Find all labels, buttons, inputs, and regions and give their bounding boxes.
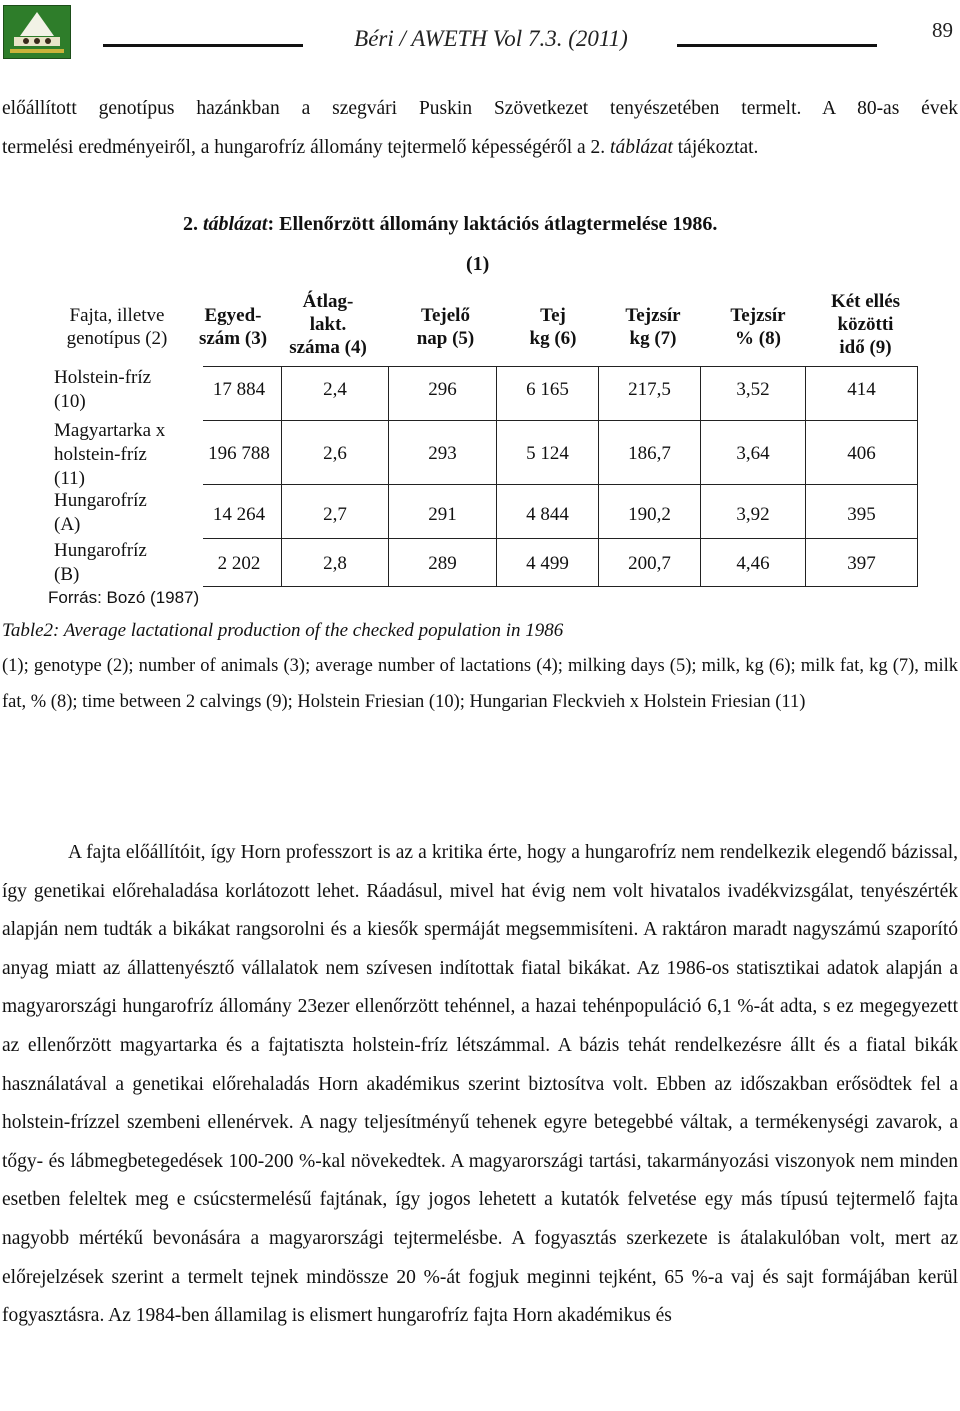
english-table-caption: Table2: Average lactational production of the checked population in 1986 [2,620,564,641]
column-header-fat-kg: Tejzsír kg (7) [625,305,681,349]
table-cell: 4 499 [526,553,569,574]
table-line [917,366,918,586]
intro-paragraph [2,90,958,167]
table-source: Forrás: Bozó (1987) [48,588,200,607]
table-line [203,586,918,587]
table-cell: 2,4 [323,379,347,400]
page-header [0,0,960,70]
table-cell: 17 884 [212,379,266,400]
table-cell: 414 [847,379,876,400]
table-cell: 395 [847,504,876,525]
table-cell: 3,92 [736,504,770,525]
column-header-calving-interval: Két ellés közötti idő (9) [830,291,901,358]
table-cell: 2,7 [323,504,347,525]
header-rule-left [103,44,303,47]
header-rule-right [677,44,877,47]
column-header-lactations: Átlag- lakt. száma (4) [289,291,367,358]
table-cell: 5 124 [526,443,569,464]
column-header-fat-pct: Tejzsír % (8) [730,305,786,349]
table-cell: 4 844 [526,504,569,525]
table-cell: 14 264 [212,504,266,525]
table-cell: 293 [428,443,457,464]
table-line [203,538,918,539]
table-line [203,366,918,367]
column-header-milk-kg: Tej kg (6) [529,305,577,349]
table-cell: 291 [428,504,457,525]
table-caption-unit: (1) [466,253,490,275]
table-cell: 186,7 [628,443,671,464]
intro-table-ref: táblázat [610,136,673,158]
lactation-table [48,286,918,586]
table-cell: 3,52 [736,379,770,400]
table-cell: 196 788 [208,443,270,464]
table-cell: 217,5 [628,379,671,400]
row-label-hungarofriz-a: Hungarofríz (A) [54,490,147,535]
table-cell: 2,6 [323,443,347,464]
journal-title: Béri / AWETH Vol 7.3. (2011) [354,26,628,51]
journal-logo-icon [3,5,71,59]
table-cell: 296 [428,379,457,400]
table-caption-number: 2. [183,213,203,235]
table-caption-word: táblázat [203,213,268,235]
table-cell: 289 [428,553,457,574]
table-caption-text: : Ellenőrzött állomány laktációs átlagtermelése 1986. [267,213,718,235]
intro-line-1: előállított genotípus hazánkban a szegvári Puskin Szövetkezet tenyészetében termelt. A 80-as évek [2,98,958,119]
table-caption [183,213,717,236]
intro-line-2-pre: termelési eredményeiről, a hungarofríz állomány tejtermelő képességéről a 2. [2,136,611,158]
table-cell: 2,8 [323,553,347,574]
table-cell: 2 202 [217,553,261,574]
table-cell: 397 [847,553,876,574]
table-cell: 190,2 [628,504,671,525]
page-number: 89 [932,18,953,42]
row-label-hungarofriz-b: Hungarofríz (B) [54,540,147,585]
table-cell: 200,7 [628,553,671,574]
intro-line-2-post: tájékoztat. [672,136,759,158]
english-legend: (1); genotype (2); number of animals (3); average number of lactations (4); milking days (5); milk, kg (6); milk fat, kg (7), milk fat, % (8); time between 2 calvings (9); Holstein Friesian (10); Hungarian Fleckvieh x Holstein Friesian (11) [2,656,958,712]
table-line [203,420,918,421]
body-paragraph [2,834,958,1336]
table-cell: 6 165 [526,379,569,400]
table-cell: 3,64 [736,443,770,464]
column-header-milking-days: Tejelő nap (5) [416,305,475,349]
table-cell: 4,46 [736,553,770,574]
column-header-breed: Fajta, illetve genotípus (2) [66,305,168,349]
body-text: A fajta előállítóit, így Horn professzort is az a kritika érte, hogy a hungarofríz nem rendelkezik elegendő bázissal, így genetikai előrehaladása korlátozott lehet. Ráadásul, mivel hat évig nem volt hivatalos ivadékvizsgálat, tenyészérték alapján nem tudták a bikákat rangsorolni és a kiesők spermáját megsemmisíteni. A raktáron maradt nagyszámú szaporító anyag miatt az állattenyésztő vállalatok nem szívesen indítottak fiatal bikákat. Az 1986-os statisztikai adatok alapján a magyarországi hungarofríz állomány 23ezer ellenőrzött tehénnel, a hazai tehénpopuláció 6,1 %-át adta, s ez megegyezett az ellenőrzött magyartarka és a fajtatiszta holstein-fríz létszámmal. A bázis tehát rendelkezésre állt és a fiatal bikák használatával a genetikai előrehaladás Horn akadémikus szerint biztosítva volt. Ebben az időszakban erősödtek fel a holstein-frízzel szembeni ellenérvek. A nagy teljesítményű tehenek egyre betegebbé váltak, a termékenységi zavarok, a tőgy- és lábmegbetegedések 100-200 %-kal növekedtek. A magyarországi tartási, takarmányozási viszonyok nem minden esetben feleltek meg e csúcstermelésű fajtának, így jogos lehetett a kutatók felvetése egy más típusú tejtermelő fajta nagyobb mértékű bevonására a magyarországi tejtermelésbe. A fogyasztás szerkezete is átalakulóban volt, mert az előrejelzések szerint a termelt tejnek mindössze 20 %-át fogjuk meginni tejként, 65 %-a vaj és sajt formájában kerül fogyasztásra. Az 1984-ben államilag is elismert hungarofríz fajta Horn akadémikus és [2,842,958,1327]
column-header-count: Egyed- szám (3) [198,305,268,349]
table-cell: 406 [847,443,876,464]
row-label-fleckvieh-holstein: Magyartarka x holstein-fríz (11) [54,420,166,489]
table-line [203,484,918,485]
row-label-holstein: Holstein-fríz (10) [54,367,152,412]
